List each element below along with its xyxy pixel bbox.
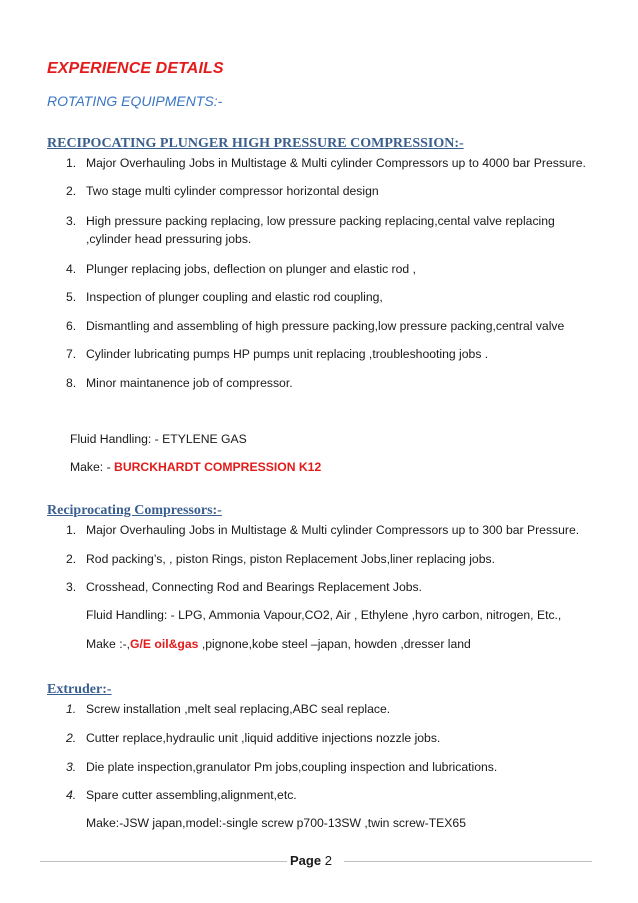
item-number: 1. <box>66 523 77 537</box>
item-number: 6. <box>66 319 77 333</box>
item-number: 1. <box>66 702 77 716</box>
item-number: 3. <box>66 760 77 774</box>
item-number: 7. <box>66 347 77 361</box>
item-text: Minor maintanence job of compressor. <box>86 376 293 390</box>
section-title-recip-comp: Reciprocating Compressors:- <box>47 503 222 518</box>
section-subheading: ROTATING EQUIPMENTS:- <box>47 93 223 109</box>
page-heading: EXPERIENCE DETAILS <box>47 60 224 77</box>
fluid-handling-text: Fluid Handling: - LPG, Ammonia Vapour,CO2, Air , Ethylene ,hyro carbon, nitrogen, Etc., <box>86 608 562 622</box>
item-text: Rod packing’s, , piston Rings, piston Replacement Jobs,liner replacing jobs. <box>86 552 495 566</box>
item-text: High pressure packing replacing, low pressure packing replacing,cental valve replacing ,cylinder head pressuring jobs. <box>86 214 555 246</box>
item-number: 3. <box>66 580 77 594</box>
make-rest: ,pignone,kobe steel –japan, howden ,dresser land <box>198 637 471 651</box>
make-label: Make :-, <box>86 637 131 651</box>
footer-rule-left <box>40 861 287 862</box>
item-text: Screw installation ,melt seal replacing,ABC seal replace. <box>86 702 391 716</box>
item-text: Major Overhauling Jobs in Multistage & Multi cylinder Compressors up to 300 bar Pressure. <box>86 523 580 537</box>
make-line <box>70 460 321 474</box>
item-text: Cylinder lubricating pumps HP pumps unit replacing ,troubleshooting jobs . <box>86 347 489 361</box>
section-title-recip-plunger: RECIPOCATING PLUNGER HIGH PRESSURE COMPRESSION:- <box>47 136 464 151</box>
item-text: Plunger replacing jobs, deflection on plunger and elastic rod , <box>86 262 416 276</box>
item-number: 2. <box>66 731 77 745</box>
item-text: Cutter replace,hydraulic unit ,liquid additive injections nozzle jobs. <box>86 731 441 745</box>
page-number-value: 2 <box>324 853 332 868</box>
make-line: Make:-JSW japan,model:-single screw p700-13SW ,twin screw-TEX65 <box>86 816 466 830</box>
item-number: 4. <box>66 788 77 802</box>
item-text: Inspection of plunger coupling and elastic rod coupling, <box>86 290 383 304</box>
page-label: Page <box>290 853 322 868</box>
item-number: 4. <box>66 262 77 276</box>
item-text: Dismantling and assembling of high pressure packing,low pressure packing,central valve <box>86 319 565 333</box>
make-label: Make: - <box>70 460 115 474</box>
item-number: 2. <box>66 552 77 566</box>
section-title-extruder: Extruder:- <box>47 682 112 697</box>
make-value: G/E oil&gas <box>130 637 199 651</box>
footer-rule-right <box>344 861 592 862</box>
item-text: Major Overhauling Jobs in Multistage & Multi cylinder Compressors up to 4000 bar Pressure. <box>86 156 586 170</box>
item-text: Two stage multi cylinder compressor horizontal design <box>86 184 379 198</box>
item-number: 2. <box>66 184 77 198</box>
page-number <box>290 853 332 868</box>
item-text: Spare cutter assembling,alignment,etc. <box>86 788 297 802</box>
item-number: 3. <box>66 214 77 228</box>
make-value: BURCKHARDT COMPRESSION K12 <box>114 460 322 474</box>
item-number: 5. <box>66 290 77 304</box>
fluid-handling-text: Fluid Handling: - ETYLENE GAS <box>70 432 247 446</box>
item-number: 1. <box>66 156 77 170</box>
item-number: 8. <box>66 376 77 390</box>
make-line <box>86 637 471 651</box>
item-text: Die plate inspection,granulator Pm jobs,coupling inspection and lubrications. <box>86 760 498 774</box>
item-text: Crosshead, Connecting Rod and Bearings Replacement Jobs. <box>86 580 423 594</box>
